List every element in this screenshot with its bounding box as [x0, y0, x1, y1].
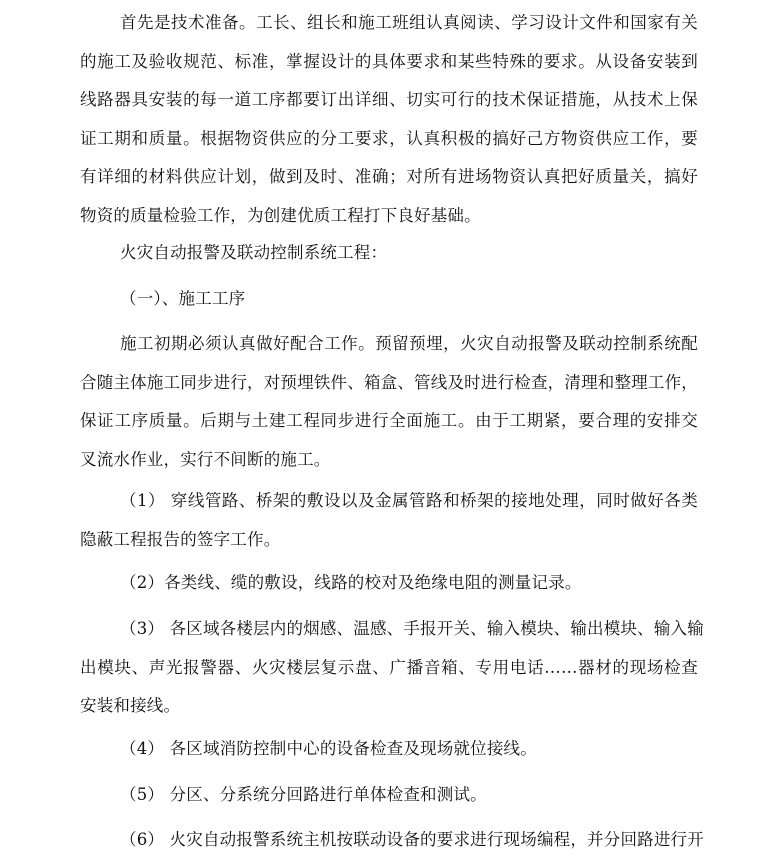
- text-line: 首先是技术准备。工长、组长和施工班组认真阅读、学习设计文件和国家有关: [120, 13, 698, 32]
- paragraph-technical-preparation: [80, 4, 698, 235]
- text-line: （4） 各区域消防控制中心的设备检查及现场就位接线。: [120, 739, 537, 758]
- text-line: 合随主体施工同步进行，对预埋铁件、箱盒、管线及时进行检查，清理和整理工作，: [80, 372, 698, 392]
- item-3: [80, 610, 704, 726]
- text-line: 隐蔽工程报告的签字工作。: [80, 529, 281, 549]
- text-line: 证工期和质量。根据物资供应的分工要求，认真积极的搞好己方物资供应工作，要: [80, 128, 698, 148]
- heading-fire-alarm-system: [80, 234, 698, 273]
- paragraph-initial-construction: [80, 325, 698, 479]
- text-line: 的施工及验收规范、标准，掌握设计的具体要求和某些特殊的要求。从设备安装到: [80, 51, 698, 71]
- text-line: 有详细的材料供应计划，做到及时、准确；对所有进场物资认真把好质量关，搞好: [80, 167, 698, 186]
- item-6: [80, 821, 704, 860]
- text-line: 物资的质量检验工作，为创建优质工程打下良好基础。: [80, 205, 481, 225]
- text-line: 叉流水作业，实行不间断的施工。: [80, 449, 331, 469]
- heading-construction-procedure: [80, 280, 698, 319]
- item-1: [80, 482, 698, 559]
- text-line: （5） 分区、分系统分回路进行单体检查和测试。: [120, 785, 487, 804]
- text-line: 线路器具安装的每一道工序都要订出详细、切实可行的技术保证措施，从技术上保: [80, 90, 698, 109]
- item-4: [80, 730, 698, 769]
- text-line: 火灾自动报警及联动控制系统工程：: [120, 243, 388, 262]
- text-line: （2）各类线、缆的敷设，线路的校对及绝缘电阻的测量记录。: [120, 573, 582, 592]
- item-2: [80, 564, 698, 603]
- text-line: 安装和接线。: [80, 696, 181, 715]
- text-line: （3） 各区域各楼层内的烟感、温感、手报开关、输入模块、输出模块、输入输: [120, 619, 704, 638]
- text-line: 出模块、声光报警器、火灾楼层复示盘、广播音箱、专用电话……器材的现场检查: [80, 657, 698, 677]
- text-line: （一）、施工工序: [120, 289, 246, 308]
- item-5: [80, 776, 698, 815]
- text-line: （6） 火灾自动报警系统主机按联动设备的要求进行现场编程，并分回路进行开: [120, 830, 704, 849]
- text-line: 保证工序质量。后期与土建工程同步进行全面施工。由于工期紧，要合理的安排交: [80, 411, 698, 430]
- text-line: 施工初期必须认真做好配合工作。预留预埋，火灾自动报警及联动控制系统配: [120, 334, 698, 353]
- text-line: （1） 穿线管路、桥架的敷设以及金属管路和桥架的接地处理，同时做好各类: [120, 491, 698, 510]
